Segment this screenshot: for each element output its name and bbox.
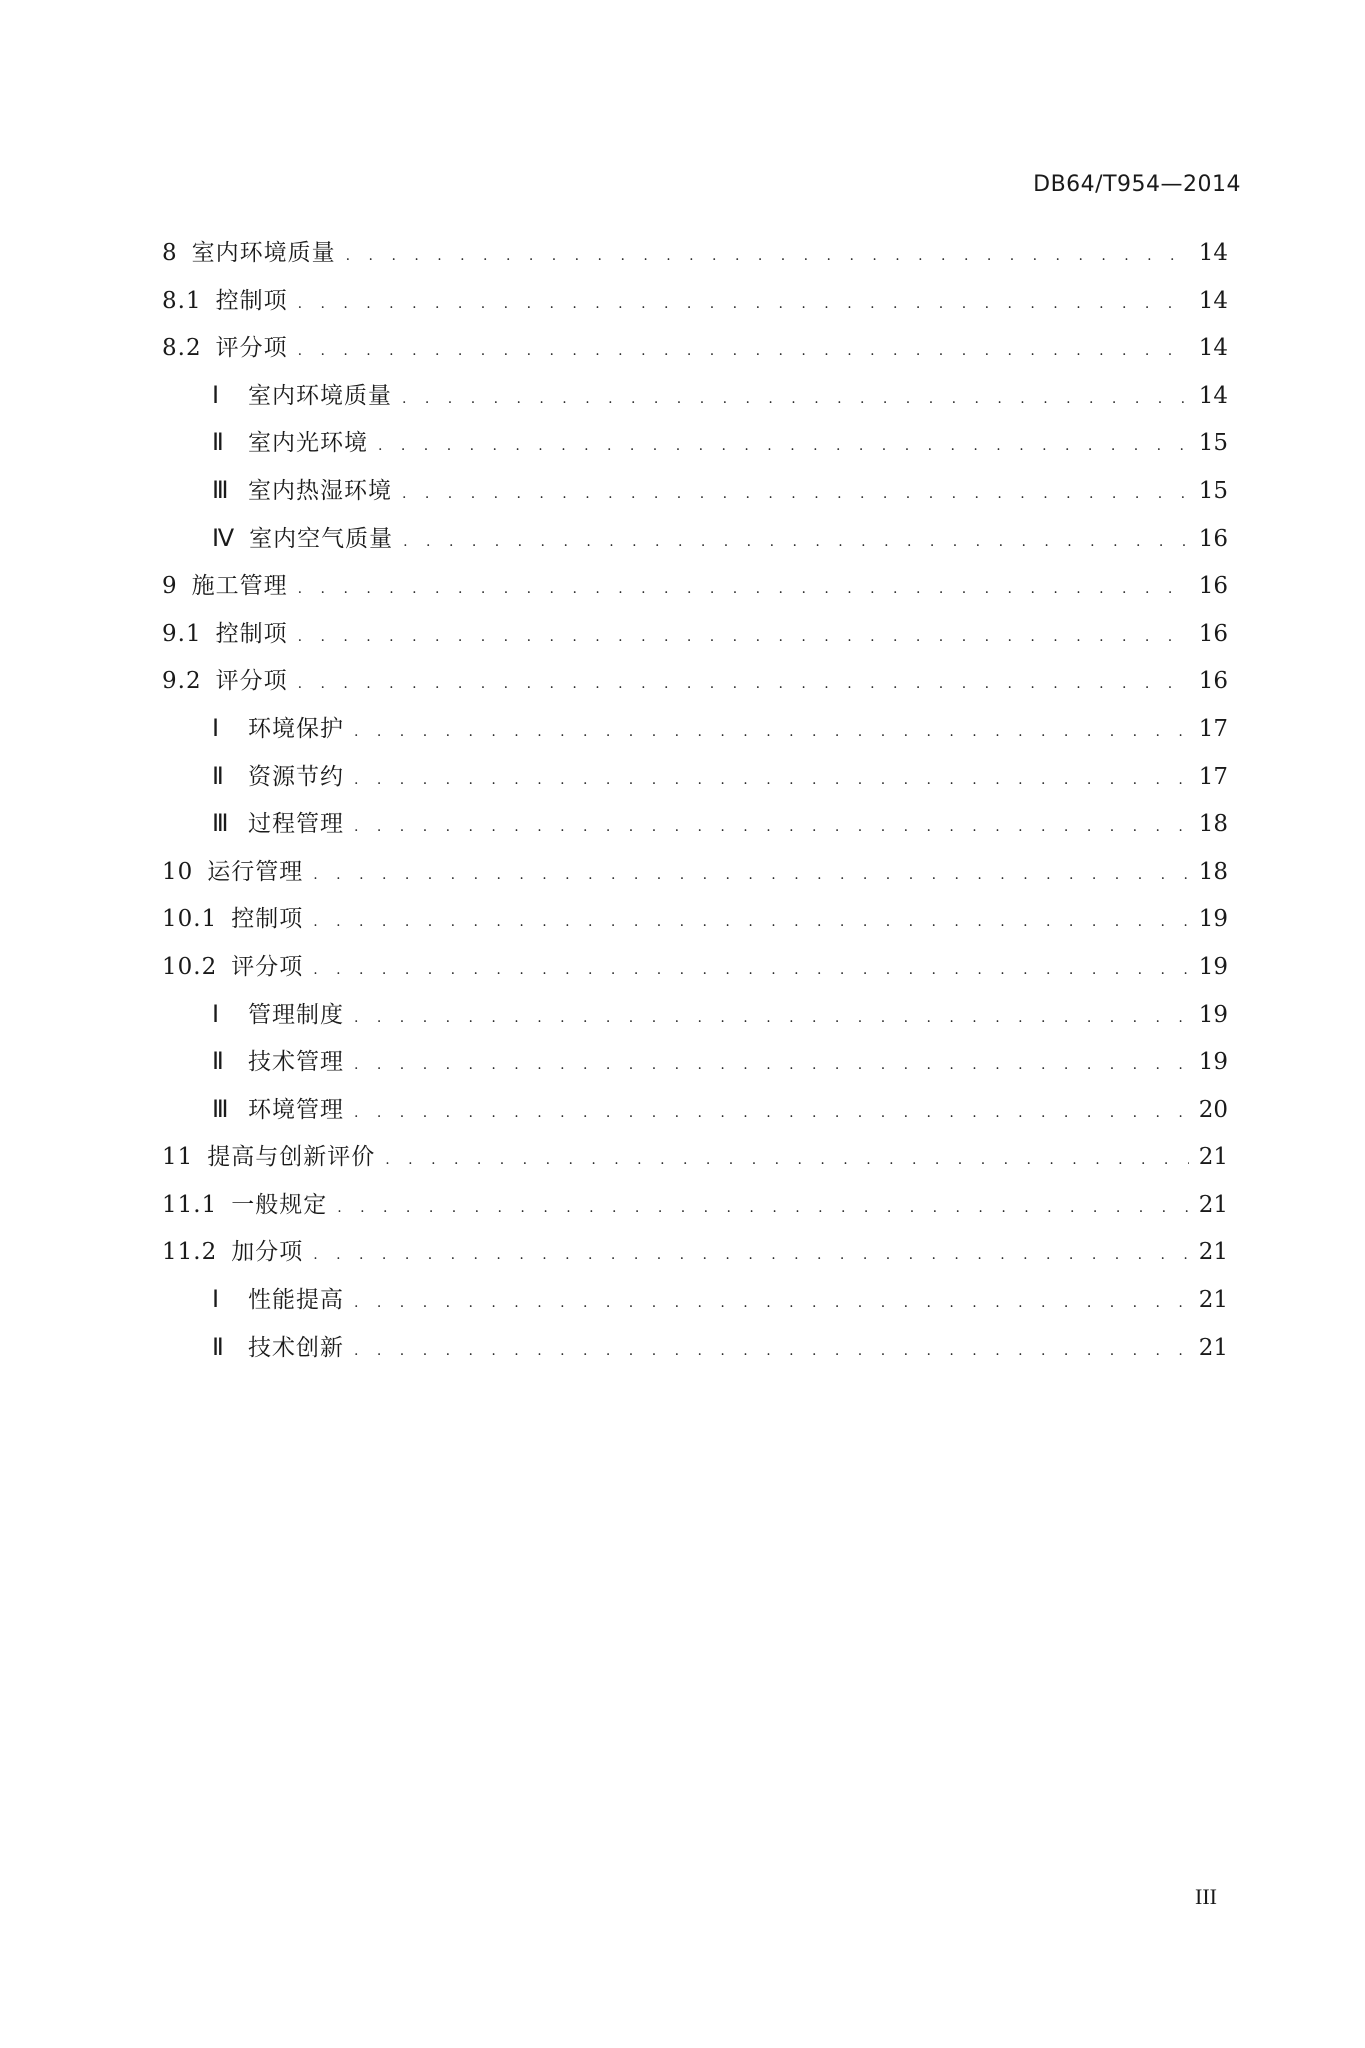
toc-entry-page: 19	[1198, 953, 1228, 980]
toc-entry[interactable]	[162, 325, 1228, 373]
toc-subentry[interactable]	[162, 516, 1228, 564]
toc-entry-title: 室内光环境	[248, 430, 368, 457]
toc-entry-title: 室内空气质量	[249, 525, 394, 552]
toc-entry-page: 17	[1198, 715, 1228, 742]
toc-subentry-numeral: Ⅱ	[212, 430, 225, 457]
toc-entry-page: 16	[1198, 668, 1228, 695]
toc-entry-title: 室内热湿环境	[248, 477, 392, 504]
toc-entry-page: 21	[1198, 1334, 1228, 1361]
toc-leader-dots	[385, 1137, 1188, 1185]
toc-entry-page: 17	[1198, 763, 1228, 790]
toc-entry-number: 9.1	[162, 620, 202, 647]
toc-entry[interactable]	[162, 1134, 1228, 1182]
toc-subentry[interactable]	[162, 1039, 1228, 1087]
toc-entry-title: 室内环境质量	[191, 240, 336, 266]
toc-subentry[interactable]	[162, 706, 1228, 754]
toc-subentry-numeral: Ⅰ	[212, 382, 221, 409]
toc-leader-dots	[313, 1232, 1189, 1280]
toc-leader-dots	[298, 661, 1189, 709]
toc-leader-dots	[354, 1042, 1189, 1090]
toc-entry-title: 运行管理	[207, 858, 304, 885]
toc-entry-title: 评分项	[231, 953, 304, 980]
toc-entry-page: 14	[1198, 240, 1228, 266]
toc-entry-page: 14	[1198, 287, 1228, 314]
toc-entry-title: 施工管理	[191, 573, 288, 600]
document-code: DB64/T954—2014	[1033, 172, 1241, 197]
toc-leader-dots	[298, 566, 1189, 614]
toc-subentry[interactable]	[162, 1277, 1228, 1325]
toc-entry-page: 14	[1198, 335, 1228, 362]
toc-entry-page: 21	[1198, 1287, 1228, 1314]
toc-entry-number: 11.1	[162, 1191, 218, 1218]
toc-entry-title: 技术创新	[248, 1334, 344, 1361]
toc-entry-number: 8.2	[162, 335, 202, 362]
toc-entry-page: 19	[1198, 1001, 1228, 1028]
toc-entry-title: 过程管理	[248, 811, 344, 838]
toc-entry-page: 20	[1198, 1096, 1228, 1123]
toc-entry-title: 控制项	[215, 287, 288, 314]
toc-leader-dots	[402, 376, 1189, 424]
toc-leader-dots	[354, 709, 1189, 757]
toc-entry[interactable]	[162, 1182, 1228, 1230]
toc-subentry[interactable]	[162, 1087, 1228, 1135]
toc-entry[interactable]	[162, 658, 1228, 706]
toc-entry-page: 16	[1198, 525, 1228, 552]
toc-subentry[interactable]	[162, 1325, 1228, 1373]
toc-leader-dots	[378, 423, 1189, 471]
toc-entry-title: 室内环境质量	[248, 382, 392, 409]
toc-entry-page: 21	[1198, 1144, 1228, 1171]
toc-subentry[interactable]	[162, 754, 1228, 802]
toc-subentry[interactable]	[162, 420, 1228, 468]
toc-entry-page: 21	[1198, 1239, 1228, 1266]
toc-subentry-numeral: Ⅱ	[212, 1049, 225, 1076]
toc-entry[interactable]	[162, 563, 1228, 611]
toc-entry-title: 一般规定	[231, 1191, 328, 1218]
toc-entry-page: 18	[1198, 858, 1228, 885]
toc-entry-page: 19	[1198, 906, 1228, 933]
toc-leader-dots	[313, 947, 1189, 995]
toc-leader-dots	[313, 899, 1189, 947]
toc-entry[interactable]	[162, 230, 1228, 278]
toc-subentry-numeral: Ⅰ	[212, 715, 221, 742]
toc-leader-dots	[402, 471, 1189, 519]
toc-subentry-numeral: Ⅱ	[212, 763, 225, 790]
toc-entry-page: 21	[1198, 1191, 1228, 1218]
toc-entry-title: 性能提高	[248, 1287, 344, 1314]
toc-entry-title: 控制项	[231, 906, 304, 933]
toc-entry-page: 18	[1198, 811, 1228, 838]
toc-subentry-numeral: Ⅰ	[212, 1001, 221, 1028]
toc-leader-dots	[354, 757, 1189, 805]
toc-leader-dots	[354, 1090, 1189, 1138]
toc-entry-title: 环境保护	[248, 715, 344, 742]
toc-entry-number: 10.1	[162, 906, 218, 933]
toc-leader-dots	[298, 614, 1189, 662]
toc-leader-dots	[337, 1185, 1189, 1233]
toc-leader-dots	[354, 1280, 1189, 1328]
toc-entry[interactable]	[162, 611, 1228, 659]
toc-entry-title: 评分项	[215, 335, 288, 362]
toc-entry-page: 16	[1198, 573, 1228, 600]
table-of-contents	[162, 230, 1228, 1372]
toc-subentry-numeral: Ⅱ	[212, 1334, 225, 1361]
toc-entry[interactable]	[162, 944, 1228, 992]
toc-leader-dots	[354, 995, 1189, 1043]
toc-leader-dots	[298, 328, 1189, 376]
toc-entry-number: 9.2	[162, 668, 202, 695]
toc-entry-page: 15	[1198, 477, 1228, 504]
toc-subentry-numeral: Ⅲ	[212, 811, 230, 838]
toc-entry-title: 技术管理	[248, 1049, 344, 1076]
toc-leader-dots	[298, 281, 1189, 329]
toc-leader-dots	[354, 1328, 1189, 1376]
toc-subentry-numeral: Ⅰ	[212, 1287, 221, 1314]
toc-entry-number: 8	[162, 240, 178, 266]
toc-subentry-numeral: Ⅳ	[212, 525, 236, 552]
toc-subentry[interactable]	[162, 468, 1228, 516]
toc-entry[interactable]	[162, 849, 1228, 897]
toc-leader-dots	[313, 852, 1188, 900]
toc-entry-number: 8.1	[162, 287, 202, 314]
toc-subentry[interactable]	[162, 801, 1228, 849]
toc-entry-number: 11.2	[162, 1239, 218, 1266]
toc-entry-title: 加分项	[231, 1239, 304, 1266]
toc-entry[interactable]	[162, 896, 1228, 944]
toc-entry-number: 10	[162, 858, 194, 885]
toc-entry-title: 提高与创新评价	[207, 1144, 376, 1171]
toc-entry-number: 11	[162, 1144, 194, 1171]
toc-leader-dots	[354, 804, 1189, 852]
toc-leader-dots	[346, 233, 1189, 281]
toc-entry-title: 评分项	[215, 668, 288, 695]
toc-subentry[interactable]	[162, 373, 1228, 421]
toc-subentry-numeral: Ⅲ	[212, 477, 230, 504]
toc-entry-page: 15	[1198, 430, 1228, 457]
page-number: III	[1195, 1884, 1217, 1909]
toc-entry-number: 9	[162, 573, 178, 600]
toc-subentry-numeral: Ⅲ	[212, 1096, 230, 1123]
toc-entry-number: 10.2	[162, 953, 218, 980]
toc-entry-title: 资源节约	[248, 763, 344, 790]
toc-entry-title: 控制项	[215, 620, 288, 647]
toc-entry[interactable]	[162, 1229, 1228, 1277]
toc-leader-dots	[403, 519, 1189, 567]
toc-entry-page: 14	[1198, 382, 1228, 409]
toc-entry[interactable]	[162, 278, 1228, 326]
toc-entry-page: 19	[1198, 1049, 1228, 1076]
toc-entry-title: 管理制度	[248, 1001, 344, 1028]
toc-entry-title: 环境管理	[248, 1096, 344, 1123]
toc-subentry[interactable]	[162, 992, 1228, 1040]
toc-entry-page: 16	[1198, 620, 1228, 647]
